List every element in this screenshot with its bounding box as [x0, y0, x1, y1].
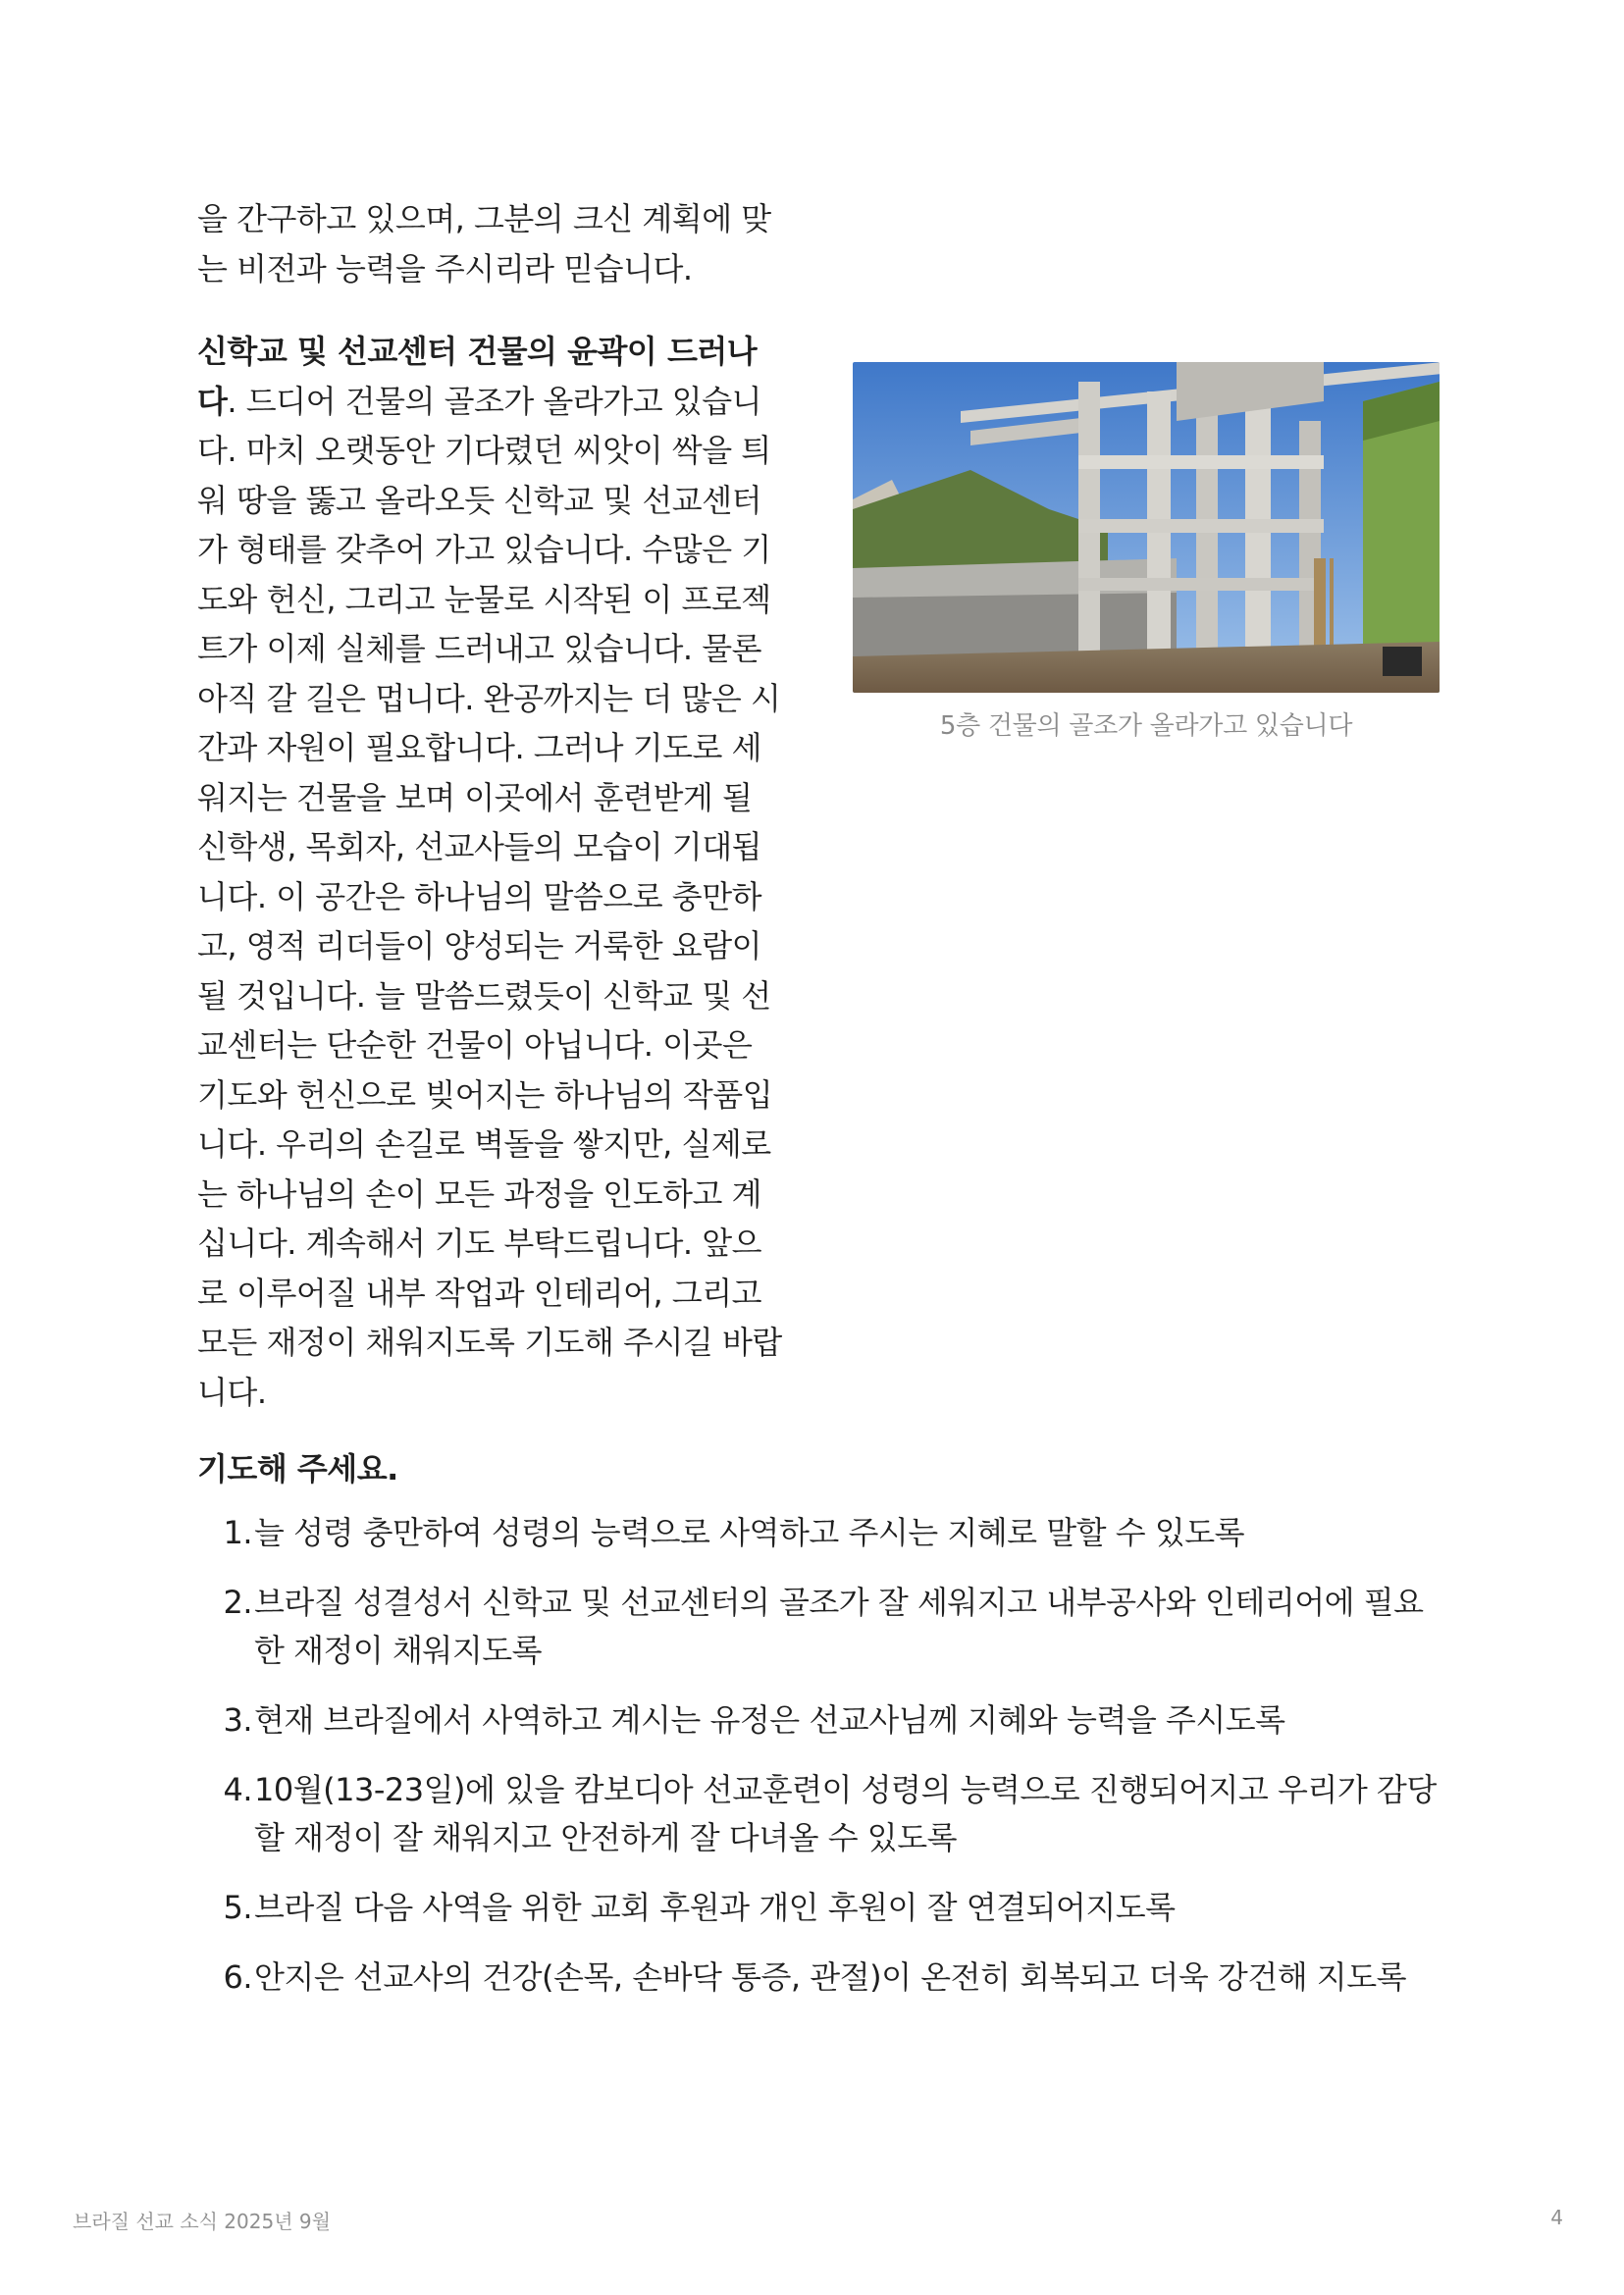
list-text: 늘 성령 충만하여 성령의 능력으로 사역하고 주시는 지혜로 말할 수 있도록 [254, 1514, 1245, 1551]
list-number: 2. [223, 1584, 252, 1621]
footer-publication: 브라질 선교 소식 2025년 9월 [73, 2210, 331, 2233]
list-item [197, 1766, 1443, 1862]
prayer-title: 기도해 주세요. [197, 1450, 398, 1487]
list-text: 안지은 선교사의 건강(손목, 손바닥 통증, 관절)이 온전히 회복되고 더욱 강건해 지도록 [254, 1958, 1407, 1996]
list-number: 1. [223, 1514, 252, 1551]
list-item [197, 1509, 1443, 1557]
section-heading: 신학교 및 선교센터 건물의 윤곽이 드러나다 [197, 333, 758, 420]
list-text: 브라질 다음 사역을 위한 교회 후원과 개인 후원이 잘 연결되어지도록 [254, 1889, 1176, 1926]
construction-photo [853, 362, 1440, 693]
list-item [197, 1954, 1443, 2002]
list-text: 10월(13-23일)에 있을 캄보디아 선교훈련이 성령의 능력으로 진행되어지고 우리가 감당할 재정이 잘 채워지고 안전하게 잘 다녀올 수 있도록 [254, 1771, 1437, 1856]
section-body: . 드디어 건물의 골조가 올라가고 있습니다. 마치 오랫동안 기다렸던 씨앗이 싹을 틔워 땅을 뚫고 올라오듯 신학교 및 선교센터가 형태를 갖추어 가고 있습니다. 수많은 기도와 헌신, 그리고 눈물로 시작된 이 프로젝트가 이제 실체를 드러내고 있습니다. 물론 아직 갈 길은 멉니다. 완공까지는 더 많은 시간과 자원이 필요합니다. 그러나 기도로 세워지는 건물을 보며 이곳에서 훈련받게 될 신학생, 목회자, 선교사들의 모습이 기대됩니다. 이 공간은 하나님의 말씀으로 충만하고, 영적 리더들이 양성되는 거룩한 요람이 될 것입니다. 늘 말씀드렸듯이 신학교 및 선교센터는 단순한 건물이 아닙니다. 이곳은 기도와 헌신으로 빚어지는 하나님의 작품입니다. 우리의 손길로 벽돌을 쌓지만, 실제로는 하나님의 손이 모든 과정을 인도하고 계십니다. 계속해서 기도 부탁드립니다. 앞으로 이루어질 내부 작업과 인테리어, 그리고 모든 재정이 채워지도록 기도해 주시길 바랍니다. [197, 382, 782, 1411]
figure-caption: 5층 건물의 골조가 올라가고 있습니다 [939, 711, 1353, 741]
prayer-list [197, 1509, 1443, 2002]
list-number: 4. [223, 1771, 252, 1808]
list-item [197, 1696, 1443, 1745]
list-item [197, 1884, 1443, 1932]
construction-paragraph [197, 327, 786, 1417]
list-number: 3. [223, 1701, 252, 1739]
list-number: 6. [223, 1958, 252, 1996]
list-item [197, 1579, 1443, 1675]
construction-figure [853, 362, 1440, 742]
list-text: 현재 브라질에서 사역하고 계시는 유정은 선교사님께 지혜와 능력을 주시도록 [254, 1701, 1285, 1739]
page-number: 4 [1550, 2206, 1563, 2229]
main-text-column [197, 194, 786, 1417]
prayer-section [197, 1444, 1443, 2023]
intro-paragraph: 을 간구하고 있으며, 그분의 크신 계획에 맞는 비전과 능력을 주시리라 믿습니다. [197, 200, 771, 287]
list-text: 브라질 성결성서 신학교 및 선교센터의 골조가 잘 세워지고 내부공사와 인테리어에 필요한 재정이 채워지도록 [254, 1584, 1424, 1669]
list-number: 5. [223, 1889, 252, 1926]
